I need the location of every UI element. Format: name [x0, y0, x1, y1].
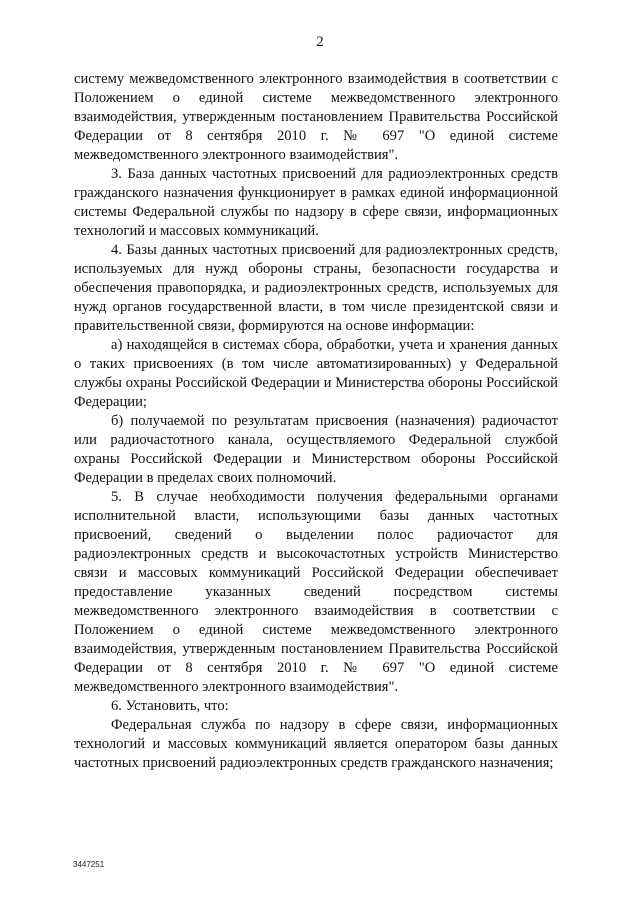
page-number: 2 — [316, 34, 324, 50]
subparagraph-a: а) находящейся в системах сбора, обработки, учета и хранения данных о таких присвоениях (в том числе автоматизированных) у Федеральной службы охраны Российской Федерации и Министерства обороны Российской Федерации; — [74, 337, 558, 410]
paragraph-item-4: 4. Базы данных частотных присвоений для радиоэлектронных средств, используемых для нужд обороны страны, безопасности государства и обеспечения правопорядка, и радиоэлектронных средств, используемых для нужд органов государственной власти, в том числе президентской связи и правительственной связи, формируются на основе информации: — [74, 242, 558, 334]
document-code: 3447251 — [73, 860, 105, 869]
paragraph-item-6-text: Федеральная служба по надзору в сфере связи, информационных технологий и массовых коммуникаций является оператором базы данных частотных присвоений радиоэлектронных средств гражданского назначения; — [74, 717, 558, 771]
paragraph-item-3: 3. База данных частотных присвоений для радиоэлектронных средств гражданского назначения функционирует в рамках единой информационной системы Федеральной службы по надзору в сфере связи, информационных технологий и массовых коммуникаций. — [74, 166, 558, 239]
paragraph-item-6: 6. Установить, что: — [111, 698, 229, 714]
subparagraph-b: б) получаемой по результатам присвоения (назначения) радиочастот или радиочастотного канала, осуществляемого Федеральной службой охраны Российской Федерации и Министерством обороны Российской Федерации в пределах своих полномочий. — [74, 413, 558, 486]
paragraph-continuation: систему межведомственного электронного взаимодействия в соответствии с Положением о единой системе межведомственного электронного взаимодействия, утвержденным постановлением Правительства Российской Федерации от 8 сентября 2010 г. № 697 "О единой системе межведомственного электронного взаимодействия". — [74, 71, 558, 163]
paragraph-item-5: 5. В случае необходимости получения федеральными органами исполнительной власти, использующими базы данных частотных присвоений, сведений о выделении полос радиочастот для радиоэлектронных средств и высокочастотных устройств Министерство связи и массовых коммуникаций Российской Федерации обеспечивает предоставление указанных сведений посредством системы межведомственного электронного взаимодействия в соответствии с Положением о единой системе межведомственного электронного взаимодействия, утвержденным постановлением Правительства Российской Федерации от 8 сентября 2010 г. № 697 "О единой системе межведомственного электронного взаимодействия". — [74, 489, 558, 695]
document-body — [74, 70, 558, 773]
